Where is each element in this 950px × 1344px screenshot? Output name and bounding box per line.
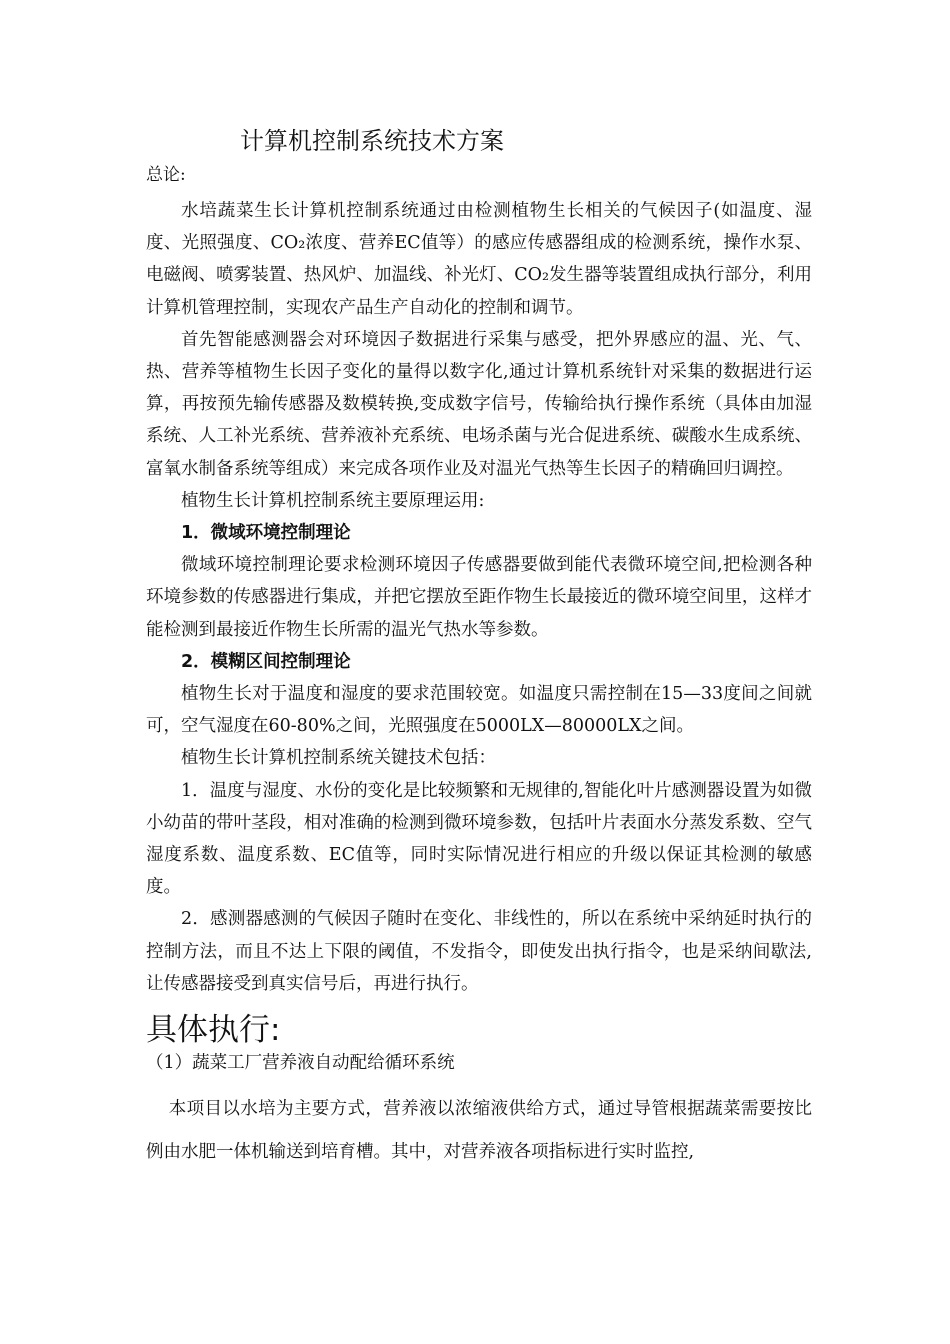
paragraph: 微域环境控制理论要求检测环境因子传感器要做到能代表微环境空间,把检测各种环境参数的传感器进行集成，并把它摆放至距作物生长最接近的微环境空间里，这样才能检测到最接近作物生长所需的温光气热水等参数。 <box>146 555 812 640</box>
paragraph: 1．温度与湿度、水份的变化是比较频繁和无规律的,智能化叶片感测器设置为如微小幼苗的带叶茎段，相对准确的检测到微环境参数，包括叶片表面水分蒸发系数、空气湿度系数、温度系数、EC值等，同时实际情况进行相应的升级以保证其检测的敏感度。 <box>146 780 812 898</box>
paragraph: 水培蔬菜生长计算机控制系统通过由检测植物生长相关的气候因子(如温度、湿度、光照强度、CO₂浓度、营养EC值等）的感应传感器组成的检测系统，操作水泵、电磁阀、喷雾装置、热风炉、加温线、补光灯、CO₂发生器等装置组成执行部分，利用计算机管理控制，实现农产品生产自动化的控制和调节。 <box>146 201 812 318</box>
section-heading: 具体执行: <box>146 1012 281 1048</box>
document-title: 计算机控制系统技术方案 <box>240 127 504 155</box>
subsection-heading: 2．模糊区间控制理论 <box>181 651 351 672</box>
paragraph: 首先智能感测器会对环境因子数据进行采集与感受，把外界感应的温、光、气、热、营养等植物生长因子变化的量得以数字化,通过计算机系统针对采集的数据进行运算，再按预先输传感器及数模转换,变成数字信号，传输给执行操作系统（具体由加湿系统、人工补光系统、营养液补充系统、电场杀菌与光合促进系统、碳酸水生成系统、富氧水制备系统等组成）来完成各项作业及对温光气热等生长因子的精确回归调控。 <box>146 329 812 479</box>
paragraph: 植物生长对于温度和湿度的要求范围较宽。如温度只需控制在15—33度间之间就可，空气湿度在60-80%之间，光照强度在5000LX—80000LX之间。 <box>146 684 812 737</box>
paragraph: 植物生长计算机控制系统关键技术包括： <box>181 748 496 769</box>
paragraph: 2．感测器感测的气候因子随时在变化、非线性的，所以在系统中采纳延时执行的控制方法，而且不达上下限的阈值，不发指令，即使发出执行指令，也是采纳间歇法,让传感器接受到真实信号后，再进行执行。 <box>146 909 812 994</box>
section2-body <box>146 1088 812 1174</box>
document-body <box>146 195 812 1000</box>
paragraph: 植物生长计算机控制系统主要原理运用: <box>181 490 485 511</box>
section-subheading: （1）蔬菜工厂营养液自动配给循环系统 <box>146 1053 455 1073</box>
paragraph: 本项目以水培为主要方式，营养液以浓缩液供给方式，通过导管根据蔬菜需要按比例由水肥一体机输送到培育槽。其中，对营养液各项指标进行实时监控, <box>146 1099 812 1162</box>
section-label: 总论: <box>146 165 186 185</box>
subsection-heading: 1．微域环境控制理论 <box>181 523 351 544</box>
